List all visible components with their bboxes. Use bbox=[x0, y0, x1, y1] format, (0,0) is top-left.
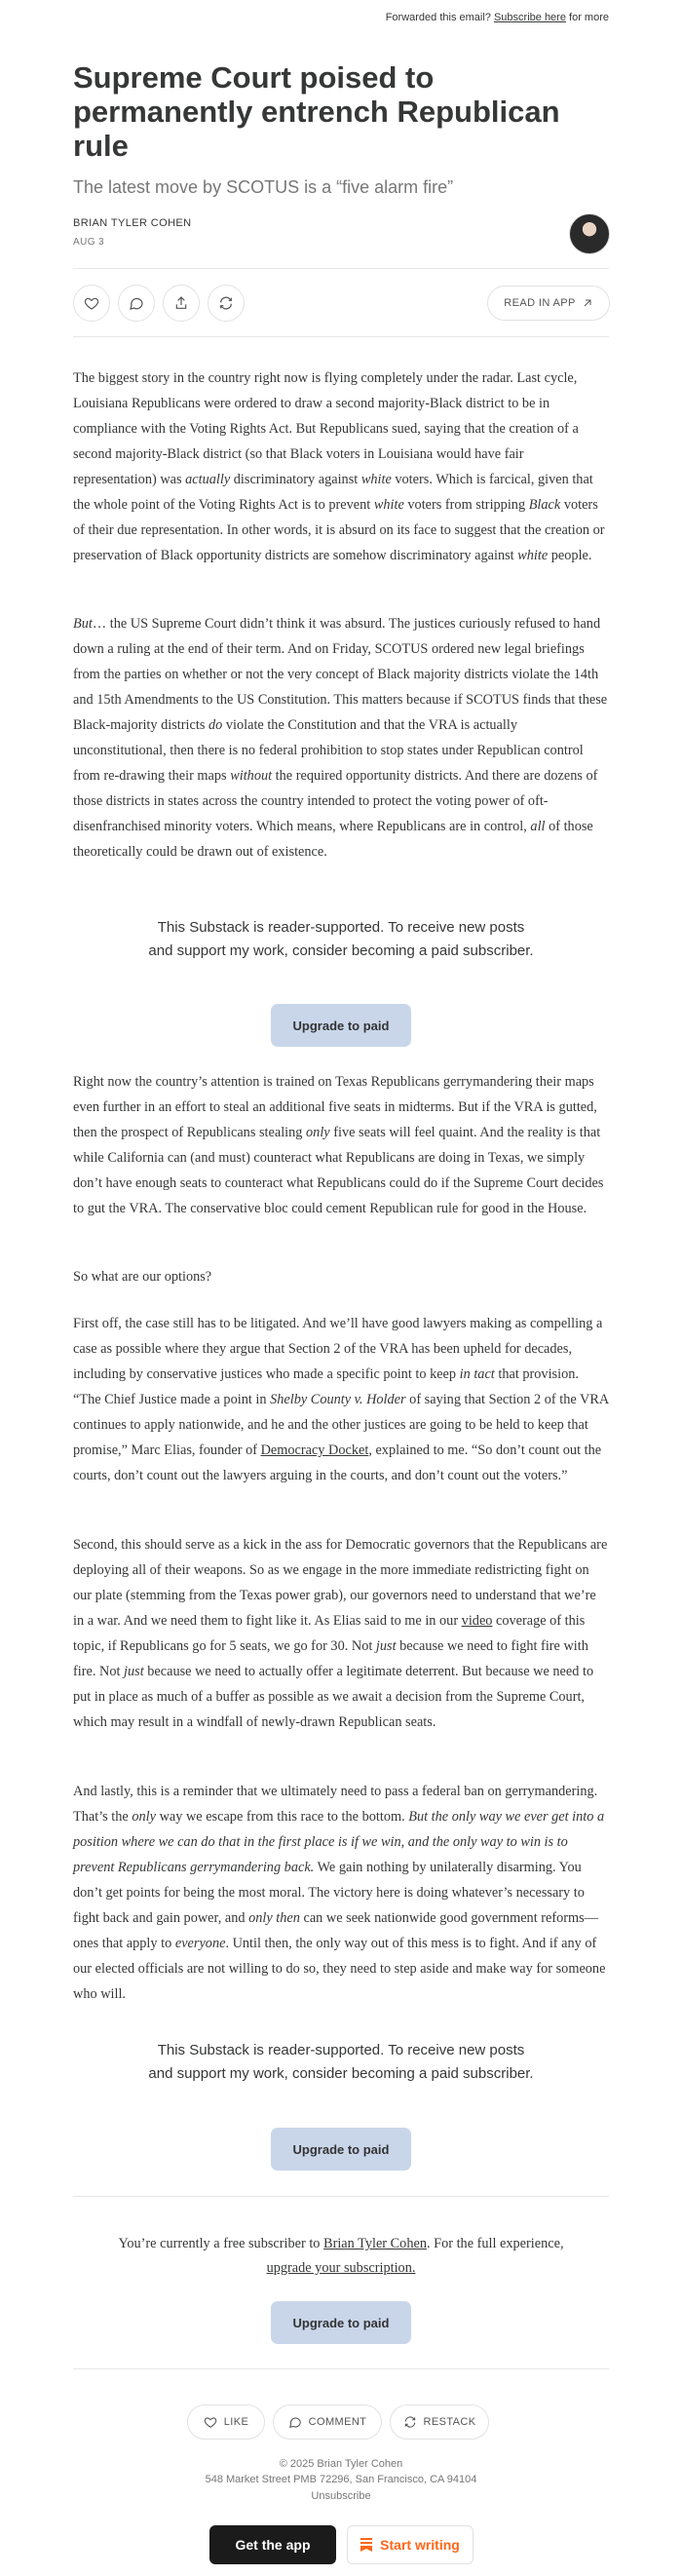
share-icon bbox=[173, 295, 189, 311]
paragraph-1: The biggest story in the country right now is flying completely under the radar. Last cycle, Louisiana Republicans were ordered to draw a second majority-Black district to be in compliance with the Voting Rights Act. But Republicans sued, saying that the creation of a second majority-Black district (so that Black voters in Louisiana would have fair representation) was actually discriminatory against white voters. Which is farcical, given that the whole point of the Voting Rights Act is to prevent white voters from stripping Black voters of their due representation. In other words, it is absurd on its face to suggest that the creation or preservation of Black opportunity districts are somehow discriminatory against white people. bbox=[73, 370, 605, 563]
paragraph-7: And lastly, this is a reminder that we ultimately need to pass a federal ban on gerrymandering. That’s the only way we escape from this race to the bottom. But the only way we ever get into a position where we can do that in the first place is if we win, and the only way to win is to prevent Republicans gerrymandering back. We gain nothing by unilaterally disarming. You don’t get points for being the most moral. The victory here is doing whatever’s necessary to fight back and gain power, and only then can we seek nationwide good government reforms— ones that apply to everyone. Until then, the only way out of this mess is to fight. And if any of our elected officials are not willing to do so, they need to step aside and make way for someone who will. bbox=[73, 1784, 606, 2002]
comment-button[interactable] bbox=[118, 285, 155, 322]
promo-text: This Substack is reader-supported. To receive new posts and support my work, consider becoming a paid subscriber. bbox=[148, 2042, 534, 2082]
like-pill-button[interactable] bbox=[187, 2404, 265, 2440]
substack-logo-icon bbox=[360, 2538, 372, 2552]
share-button[interactable] bbox=[163, 285, 200, 322]
post-subtitle: The latest move by SCOTUS is a “five alarm fire” bbox=[73, 177, 454, 197]
upgrade-to-paid-button[interactable]: Upgrade to paid bbox=[271, 1004, 411, 1047]
divider bbox=[73, 2196, 609, 2197]
paragraph-3: Right now the country’s attention is trained on Texas Republicans gerrymandering their maps even further in an effort to steal an additional five seats in midterms. But if the VRA is gutted, then the prospect of Republicans stealing only five seats will feel quaint. And the reality is that while California can (and must) counteract what Republicans are doing in Texas, we simply don’t have enough seats to counteract what Republicans could do if the Supreme Court decides to gut the VRA. The conservative bloc could cement Republican rule for good in the House. bbox=[73, 1074, 604, 1216]
heart-icon bbox=[204, 2415, 217, 2429]
upgrade-subscription-link[interactable]: upgrade your subscription. bbox=[266, 2260, 416, 2276]
divider bbox=[73, 2368, 609, 2369]
footer-copyright: © 2025 Brian Tyler Cohen bbox=[279, 2458, 403, 2470]
restack-button[interactable] bbox=[208, 285, 245, 322]
democracy-docket-link[interactable]: Democracy Docket bbox=[260, 1442, 369, 1458]
footer-address: 548 Market Street PMB 72296, San Francisco, CA 94104 bbox=[205, 2474, 477, 2485]
free-subscriber-notice: You’re currently a free subscriber to Brian Tyler Cohen. For the full experience, upgrade your subscription. bbox=[118, 2236, 564, 2276]
paragraph-5: First off, the case still has to be litigated. And we’ll have good lawyers making as compelling a case as possible where they argue that Section 2 of the VRA has been upheld for decades, including by conservative justices who made a specific point to keep in tact that provision. “The Chief Justice made a point in Shelby County v. Holder of saying that Section 2 of the VRA continues to apply nationwide, and he and the other justices are going to be held to keep that promise,” Marc Elias, founder of Democracy Docket, explained to me. “So don’t count out the courts, don’t count out the lawyers arguing in the courts, and don’t count out the voters.” bbox=[73, 1316, 609, 1483]
paragraph-4: So what are our options? bbox=[73, 1269, 212, 1285]
start-writing-button[interactable] bbox=[347, 2525, 474, 2564]
forwarded-suffix: for more bbox=[569, 12, 609, 23]
heart-icon bbox=[84, 295, 99, 311]
video-link[interactable]: video bbox=[461, 1613, 493, 1629]
divider bbox=[73, 336, 609, 337]
post-title: Supreme Court poised to permanently entrench Republican rule bbox=[73, 60, 560, 163]
restack-icon bbox=[218, 295, 234, 311]
paragraph-2: But… the US Supreme Court didn’t think it was absurd. The justices curiously refused to hand down a ruling at the end of their term. And on Friday, SCOTUS ordered new legal briefings from the parties on whether or not the very concept of Black majority districts violate the 14th and 15th Amendments to the US Constitution. This matters because if SCOTUS finds that these Black-majority districts do violate the Constitution and that the VRA is actually unconstitutional, then there is no federal prohibition to stop states under Republican control from re-drawing their maps without the required opportunity districts. And there are dozens of those districts in states across the country intended to protect the voting power of oft-disenfranchised minority voters. Which means, where Republicans are in control, all of those theoretically could be drawn out of existence. bbox=[73, 616, 608, 860]
start-writing-label: Start writing bbox=[380, 2537, 460, 2553]
forwarded-notice bbox=[386, 12, 609, 23]
get-the-app-button[interactable]: Get the app bbox=[209, 2525, 336, 2564]
upgrade-to-paid-button[interactable]: Upgrade to paid bbox=[271, 2128, 411, 2171]
author-name[interactable]: BRIAN TYLER COHEN bbox=[73, 217, 192, 229]
promo-text: This Substack is reader-supported. To receive new posts and support my work, consider becoming a paid subscriber. bbox=[148, 919, 534, 959]
author-link[interactable]: Brian Tyler Cohen bbox=[323, 2236, 427, 2251]
avatar[interactable] bbox=[569, 213, 610, 254]
comment-pill-button[interactable] bbox=[273, 2404, 382, 2440]
arrow-up-right-icon bbox=[582, 297, 593, 309]
comment-icon bbox=[129, 295, 144, 311]
like-label: LIKE bbox=[223, 2416, 249, 2428]
unsubscribe-link[interactable]: Unsubscribe bbox=[311, 2490, 371, 2502]
forwarded-text: Forwarded this email? bbox=[385, 12, 491, 23]
restack-pill-button[interactable] bbox=[390, 2404, 489, 2440]
restack-label: RESTACK bbox=[423, 2416, 476, 2428]
paragraph-6: Second, this should serve as a kick in the ass for Democratic governors that the Republicans are deploying all of their weapons. So as we engage in the more immediate redistricting fight on our plate (stemming from the Texas power grab), our governors need to understand that we’re in a war. And we need them to fight like it. As Elias said to me in our video coverage of this topic, if Republicans go for 5 seats, we go for 30. Not just because we need to fight fire with fire. Not just because we need to actually offer a legitimate deterrent. But because we need to put in place as much of a buffer as possible as we await a decision from the Supreme Court, which may result in a windfall of newly-drawn Republican seats. bbox=[73, 1537, 608, 1730]
like-button[interactable] bbox=[73, 285, 110, 322]
divider bbox=[73, 268, 609, 269]
restack-icon bbox=[403, 2415, 417, 2429]
subscribe-link[interactable]: Subscribe here bbox=[493, 12, 566, 23]
upgrade-to-paid-button[interactable]: Upgrade to paid bbox=[271, 2301, 411, 2344]
comment-icon bbox=[288, 2415, 302, 2429]
post-date: AUG 3 bbox=[73, 237, 105, 248]
read-in-app-label: READ IN APP bbox=[504, 297, 576, 309]
read-in-app-button[interactable] bbox=[487, 286, 610, 321]
comment-label: COMMENT bbox=[308, 2416, 367, 2428]
